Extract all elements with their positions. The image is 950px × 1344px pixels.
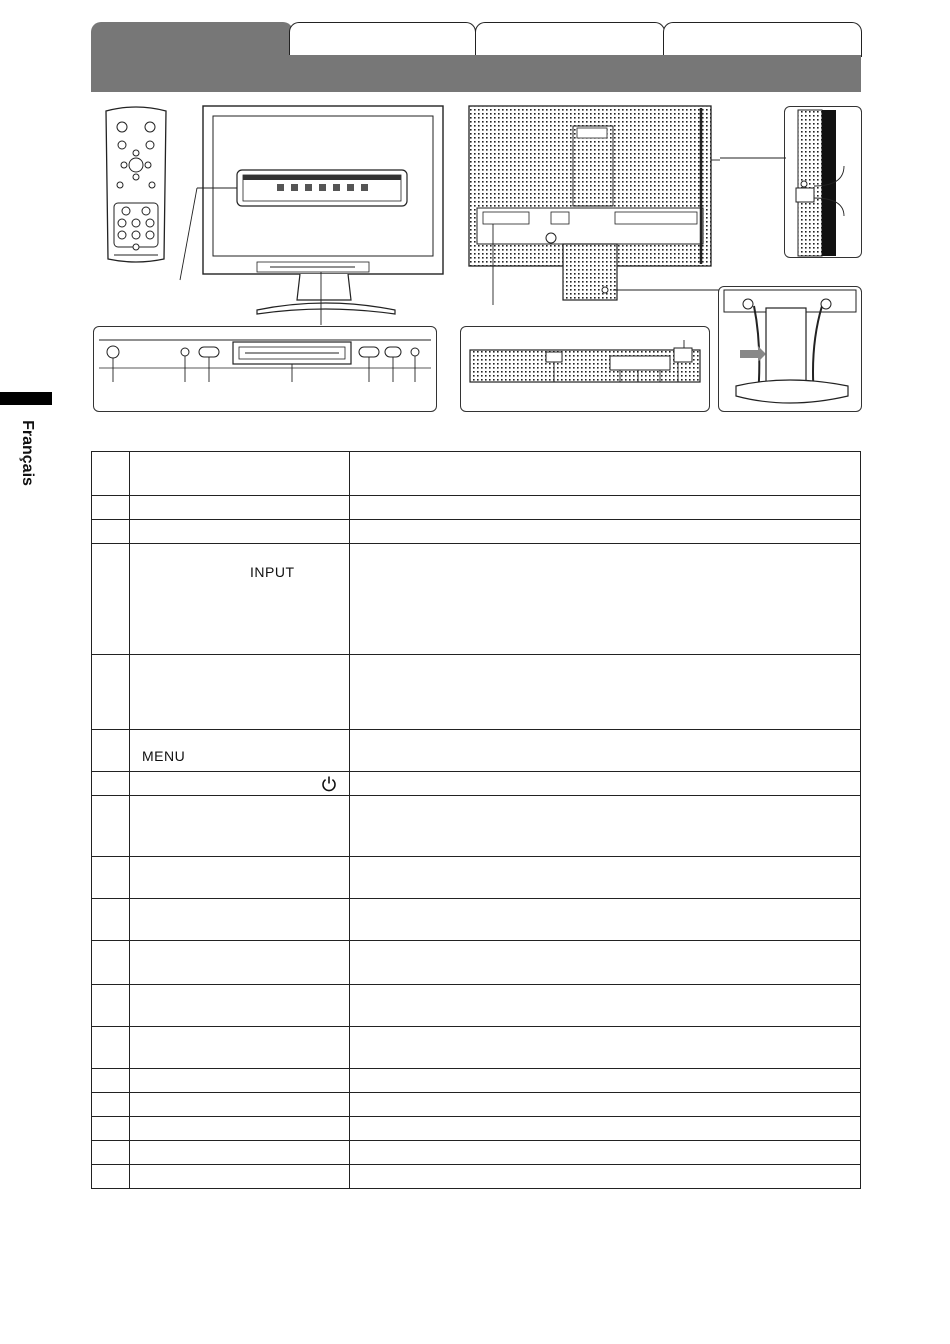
- table-row: [92, 1027, 861, 1069]
- row-description-cell: [350, 1165, 861, 1189]
- row-description-cell: [350, 1141, 861, 1165]
- table-row: [92, 544, 861, 655]
- row-name-cell: [130, 1069, 350, 1093]
- row-number-cell: [92, 496, 130, 520]
- remote-control-illustration: [100, 105, 172, 265]
- row-number-cell: [92, 1093, 130, 1117]
- monitor-front-illustration: [175, 100, 450, 325]
- language-text: Français: [19, 420, 36, 486]
- table-row: [92, 1093, 861, 1117]
- table-row: [92, 796, 861, 857]
- tab-4: [663, 22, 862, 57]
- language-label: [16, 408, 38, 498]
- row-name-cell: [130, 655, 350, 730]
- row-name-cell: [130, 452, 350, 496]
- row-number-cell: [92, 899, 130, 941]
- cable-holder-drawing: [718, 286, 862, 412]
- row-description-cell: [350, 985, 861, 1027]
- row-number-cell: [92, 772, 130, 796]
- table-row: [92, 899, 861, 941]
- row-number-cell: [92, 796, 130, 857]
- tab-2: [289, 22, 476, 57]
- side-detail-illustration: [720, 106, 862, 258]
- table-row: [92, 1141, 861, 1165]
- row-description-cell: [350, 1093, 861, 1117]
- row-description-cell: [350, 655, 861, 730]
- row-description-cell: [350, 1027, 861, 1069]
- row-name-cell: [130, 772, 350, 796]
- row-name-cell: [130, 1117, 350, 1141]
- row-number-cell: [92, 1141, 130, 1165]
- row-name-cell: [130, 496, 350, 520]
- row-description-cell: [350, 796, 861, 857]
- row-description-cell: [350, 544, 861, 655]
- menu-button-label: MENU: [142, 748, 186, 764]
- row-name-cell: [130, 941, 350, 985]
- row-number-cell: [92, 941, 130, 985]
- row-description-cell: [350, 1069, 861, 1093]
- table-row: [92, 985, 861, 1027]
- row-description-cell: [350, 1117, 861, 1141]
- tab-3: [475, 22, 665, 57]
- row-description-cell: [350, 899, 861, 941]
- row-name-cell: [130, 1141, 350, 1165]
- table-row: [92, 941, 861, 985]
- chapter-tabs: [91, 22, 861, 92]
- row-name-cell: [130, 796, 350, 857]
- row-number-cell: [92, 1165, 130, 1189]
- row-number-cell: [92, 544, 130, 655]
- row-name-cell: [130, 899, 350, 941]
- row-number-cell: [92, 857, 130, 899]
- row-name-cell: [130, 520, 350, 544]
- table-row: [92, 772, 861, 796]
- row-name-cell: [130, 857, 350, 899]
- row-name-cell: [130, 1027, 350, 1069]
- row-name-cell: [130, 1093, 350, 1117]
- row-description-cell: [350, 941, 861, 985]
- row-description-cell: [350, 730, 861, 772]
- rear-connector-drawing: [460, 326, 710, 412]
- row-number-cell: [92, 730, 130, 772]
- row-description-cell: [350, 520, 861, 544]
- table-row: [92, 1117, 861, 1141]
- row-name-cell: [130, 730, 350, 772]
- row-number-cell: [92, 1117, 130, 1141]
- row-name-cell: [130, 985, 350, 1027]
- row-name-cell: [130, 1165, 350, 1189]
- row-name-cell: [130, 544, 350, 655]
- row-description-cell: [350, 772, 861, 796]
- table-row: [92, 730, 861, 772]
- table-row: [92, 496, 861, 520]
- row-description-cell: [350, 452, 861, 496]
- table-row: [92, 1165, 861, 1189]
- input-button-label: INPUT: [250, 564, 295, 580]
- row-number-cell: [92, 985, 130, 1027]
- row-number-cell: [92, 1069, 130, 1093]
- power-icon: [321, 775, 337, 792]
- language-marker: [0, 392, 52, 405]
- row-number-cell: [92, 1027, 130, 1069]
- table-row: [92, 520, 861, 544]
- parts-table: [91, 451, 861, 1189]
- row-number-cell: [92, 452, 130, 496]
- row-description-cell: [350, 496, 861, 520]
- tab-1: [91, 22, 293, 57]
- table-row: [92, 452, 861, 496]
- table-row: [92, 1069, 861, 1093]
- front-panel-drawing: [93, 326, 437, 412]
- header-bar: [91, 55, 861, 92]
- row-description-cell: [350, 857, 861, 899]
- row-number-cell: [92, 520, 130, 544]
- row-number-cell: [92, 655, 130, 730]
- monitor-rear-illustration: [465, 100, 720, 305]
- table-row: [92, 655, 861, 730]
- table-row: [92, 857, 861, 899]
